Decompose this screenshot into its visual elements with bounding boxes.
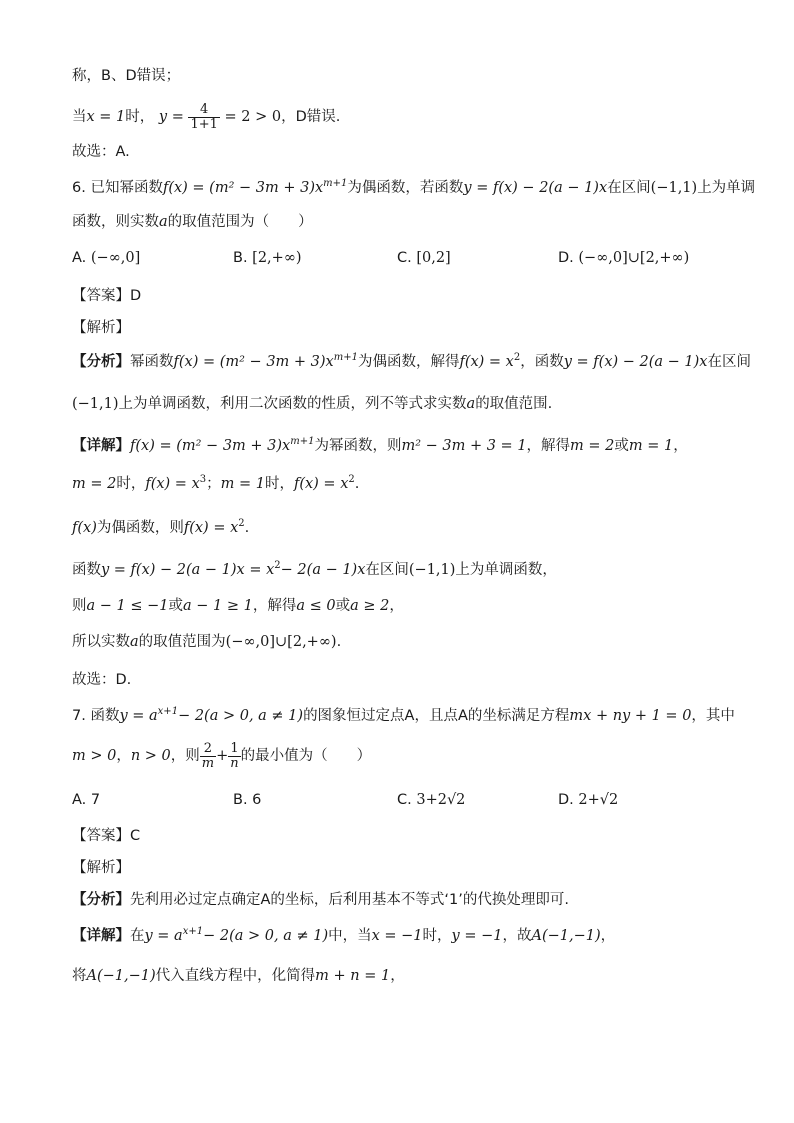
math: a ≤ 0 <box>296 598 336 614</box>
text: 故选：A. <box>72 144 130 160</box>
text: 或 <box>168 598 183 614</box>
answer-label <box>72 826 140 846</box>
tag: 【详解】 <box>72 928 130 944</box>
math: x = −1 <box>371 928 423 944</box>
math: y = a <box>144 928 183 944</box>
option-value: [2,+∞) <box>252 250 302 266</box>
exponent: m+1 <box>323 178 348 190</box>
text: 上为单调函数， <box>455 562 557 578</box>
exponent: 3 <box>199 474 207 486</box>
text: 的图象恒过定点A，且点A的坐标满足方程 <box>303 708 570 724</box>
text: ， <box>390 968 405 984</box>
math: = 2 > 0 <box>224 109 282 125</box>
text: ，函数 <box>520 354 564 370</box>
math: m = 2 <box>72 476 117 492</box>
math: m + n = 1 <box>315 968 391 984</box>
text: 称，B、D错误； <box>72 68 181 84</box>
text: 6. 已知幂函数 <box>72 180 163 196</box>
math: (−∞,0]∪[2,+∞) <box>225 634 337 650</box>
math: a − 1 ≥ 1 <box>182 598 253 614</box>
math: f(x) = (m² − 3m + 3)x <box>173 354 334 370</box>
option-c <box>397 248 451 268</box>
math: f(x) = x <box>183 520 239 536</box>
text: 时， <box>116 476 146 492</box>
detail-line <box>72 632 341 652</box>
text: ， <box>116 748 131 764</box>
text: 在区间 <box>365 562 409 578</box>
option-label: B. 6 <box>233 792 262 808</box>
text: 在区间 <box>607 180 651 196</box>
analysis-line <box>72 890 569 910</box>
text: . <box>244 520 250 536</box>
text: ，D错误. <box>281 109 341 125</box>
text: . <box>354 476 360 492</box>
text: 故选：D. <box>72 672 132 688</box>
text-line <box>72 670 131 690</box>
option-a <box>72 248 140 268</box>
text: 上为单调函数，利用二次函数的性质，列不等式求实数 <box>118 396 467 412</box>
option-value: (−∞,0] <box>90 250 141 266</box>
exponent: 2 <box>513 352 521 364</box>
text: 的最小值为（ ） <box>240 748 372 764</box>
exponent: x+1 <box>182 926 204 938</box>
tag: 【分析】 <box>72 892 130 908</box>
answer-label <box>72 286 141 306</box>
text: 代入直线方程中，化简得 <box>155 968 316 984</box>
math: a <box>130 634 139 650</box>
text-line <box>72 66 180 86</box>
text: ，解得 <box>252 598 297 614</box>
math: (−1,1) <box>72 396 119 412</box>
math: y = f(x) − 2(a − 1)x <box>563 354 708 370</box>
text: ，其中 <box>691 708 735 724</box>
math: y = f(x) − 2(a − 1)x = x <box>101 562 275 578</box>
math: (−1,1) <box>408 562 456 578</box>
math: m² − 3m + 3 = 1 <box>401 438 527 454</box>
analysis-label <box>72 858 130 878</box>
math: m = 1 <box>628 438 674 454</box>
math: y = <box>158 109 184 125</box>
option-value: [0,2] <box>416 250 451 266</box>
text: 在区间 <box>707 354 751 370</box>
text: 当 <box>72 109 87 125</box>
option-label: D. <box>558 250 574 266</box>
math: f(x) <box>72 520 97 536</box>
math: y = −1 <box>451 928 503 944</box>
denominator: n <box>230 755 239 771</box>
option-b <box>233 248 302 268</box>
text: 则 <box>72 598 87 614</box>
analysis-line <box>72 394 552 414</box>
math: y = a <box>119 708 158 724</box>
option-label: C. <box>397 250 412 266</box>
text: ， <box>389 598 404 614</box>
text: ； <box>206 476 221 492</box>
text: 【答案】C <box>72 828 141 844</box>
text: 在 <box>130 928 145 944</box>
text: ， <box>673 438 688 454</box>
text: 为偶函数，则 <box>96 520 184 536</box>
text: 或 <box>335 598 351 614</box>
numerator: 4 <box>188 103 219 118</box>
text: . <box>336 634 342 650</box>
text: 为偶函数，若函数 <box>347 180 464 196</box>
option-label: C. <box>397 792 412 808</box>
exponent: x+1 <box>157 706 179 718</box>
text: ，则 <box>170 748 200 764</box>
math: + <box>216 748 229 764</box>
text: 中，当 <box>328 928 372 944</box>
text: ，解得 <box>526 438 571 454</box>
text-line <box>72 142 130 162</box>
math: m = 2 <box>570 438 615 454</box>
option-b <box>233 790 261 810</box>
detail-line <box>72 596 404 616</box>
text: 【解析】 <box>72 860 130 876</box>
text: ， <box>600 928 616 944</box>
math: − 2(a > 0, a ≠ 1) <box>203 928 329 944</box>
exponent: m+1 <box>290 436 315 448</box>
fraction <box>228 742 240 771</box>
math: y = f(x) − 2(a − 1)x <box>463 180 608 196</box>
question-7-stem <box>72 706 735 726</box>
text: 的取值范围. <box>475 396 553 412</box>
exponent: 2 <box>274 560 281 572</box>
analysis-label <box>72 318 130 338</box>
option-value: 2+√2 <box>578 792 619 808</box>
text: 函数 <box>72 562 101 578</box>
exponent: 2 <box>348 474 355 486</box>
tag: 【分析】 <box>72 354 130 370</box>
text: ，故 <box>502 928 532 944</box>
math: m = 1 <box>220 476 265 492</box>
detail-line <box>72 474 359 494</box>
math: A(−1,−1) <box>86 968 156 984</box>
math: a <box>466 396 476 412</box>
detail-line <box>72 436 688 456</box>
fraction <box>188 103 219 132</box>
option-label: D. <box>558 792 574 808</box>
text: 时， <box>264 476 294 492</box>
text: 函数，则实数 <box>72 214 159 230</box>
numerator: 2 <box>200 742 216 757</box>
option-label: A. <box>72 250 87 266</box>
text: 或 <box>614 438 629 454</box>
option-a <box>72 790 100 810</box>
option-value: 3+2√2 <box>416 792 466 808</box>
text: 时， <box>125 109 155 125</box>
math: − 2(a > 0, a ≠ 1) <box>178 708 304 724</box>
text: 为偶函数，解得 <box>357 354 460 370</box>
math: f(x) = x <box>459 354 514 370</box>
math: f(x) = (m² − 3m + 3)x <box>130 438 291 454</box>
text: 幂函数 <box>130 354 174 370</box>
math: n > 0 <box>130 748 171 764</box>
text: 的取值范围为（ ） <box>167 214 313 230</box>
detail-line <box>72 966 405 986</box>
option-d <box>558 248 689 268</box>
math: A(−1,−1) <box>531 928 601 944</box>
detail-line <box>72 560 557 580</box>
text: 【答案】D <box>72 288 142 304</box>
exponent: 2 <box>238 518 245 530</box>
text: 时， <box>422 928 452 944</box>
math: − 2(a − 1)x <box>280 562 366 578</box>
numerator: 1 <box>228 742 240 757</box>
option-value: (−∞,0]∪[2,+∞) <box>578 250 690 266</box>
option-c <box>397 790 465 810</box>
option-label: B. <box>233 250 248 266</box>
denominator: m <box>201 755 215 771</box>
detail-line <box>72 926 615 946</box>
math: (−1,1) <box>650 180 698 196</box>
fraction <box>200 742 216 771</box>
exponent: m+1 <box>333 352 358 364</box>
math: f(x) = (m² − 3m + 3)x <box>162 180 324 196</box>
math: a ≥ 2 <box>350 598 390 614</box>
math: f(x) = x <box>293 476 349 492</box>
text: 的取值范围为 <box>138 634 226 650</box>
math: x = 1 <box>86 109 126 125</box>
text: 7. 函数 <box>72 708 120 724</box>
text-line <box>72 100 340 134</box>
text: 为幂函数，则 <box>314 438 402 454</box>
tag: 【详解】 <box>72 438 130 454</box>
math: a − 1 ≤ −1 <box>86 598 169 614</box>
text: 【解析】 <box>72 320 130 336</box>
option-d <box>558 790 618 810</box>
text: 上为单调 <box>697 180 756 196</box>
math: m > 0 <box>72 748 117 764</box>
analysis-line <box>72 352 751 372</box>
text: 所以实数 <box>72 634 130 650</box>
denominator: 1+1 <box>190 116 218 132</box>
math: mx + ny + 1 = 0 <box>569 708 692 724</box>
option-label: A. 7 <box>72 792 101 808</box>
text: 将 <box>72 968 87 984</box>
math: f(x) = x <box>145 476 200 492</box>
question-6-stem-line2 <box>72 212 313 232</box>
text: 先利用必过定点确定A的坐标，后利用基本不等式‘1’的代换处理即可. <box>130 892 569 908</box>
math: a <box>159 214 168 230</box>
detail-line <box>72 518 249 538</box>
question-7-stem-line2 <box>72 738 371 774</box>
question-6-stem <box>72 178 755 198</box>
